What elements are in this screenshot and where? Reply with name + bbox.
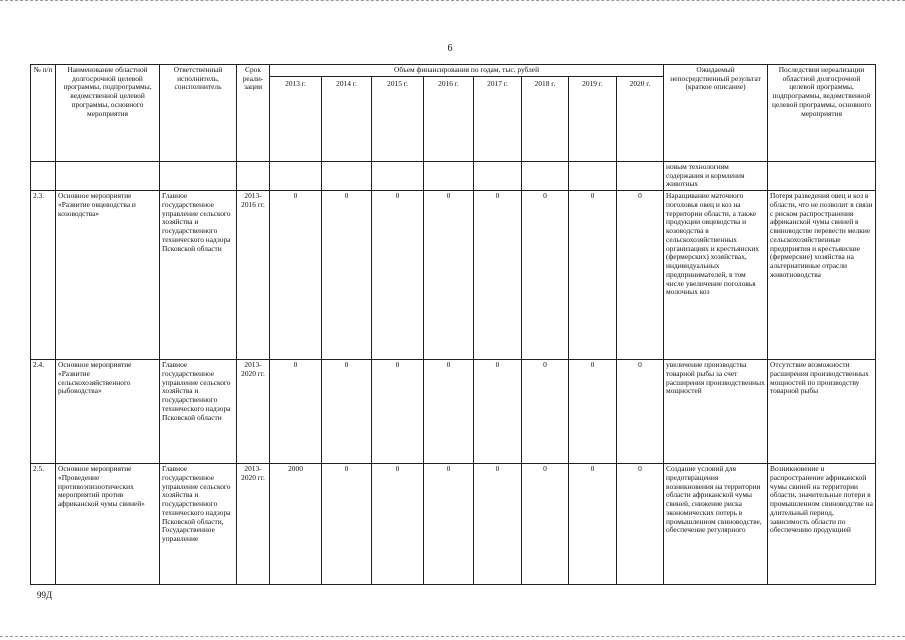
row-name: Основное мероприятие «Развитие овцеводства и козоводства» <box>56 191 160 360</box>
row-responsible: Главное государственное управление сельского хозяйства и государственного технического надзора Псковской области, Государственное управление <box>160 464 237 585</box>
header-num: № п/п <box>31 65 56 162</box>
row-value: 0 <box>474 191 522 360</box>
row-term: 2013-2020 гг. <box>237 360 270 464</box>
row-value: 2000 <box>270 464 322 585</box>
header-year: 2020 г. <box>617 77 664 162</box>
header-name: Наименование областной долгосрочной целевой программы, подпрограммы, ведомственной целевой программы, основного мероприятия <box>56 65 160 162</box>
scan-edge-bottom <box>0 634 905 637</box>
header-funding: Объем финансирования по годам, тыс. рублей <box>270 65 664 77</box>
row-value: 0 <box>617 360 664 464</box>
row-num: 2.5. <box>31 464 56 585</box>
table-row <box>31 191 876 360</box>
row-term: 2013-2016 гг. <box>237 191 270 360</box>
row-value: 0 <box>372 464 424 585</box>
row-value: 0 <box>372 360 424 464</box>
row-value: 0 <box>372 191 424 360</box>
header-result: Ожидаемый непосредственный результат (краткое описание) <box>664 65 768 162</box>
row-result: увеличение производства товарной рыбы за счет расширения производственных мощностей <box>664 360 768 464</box>
row-value: 0 <box>617 191 664 360</box>
header-consequences: Последствия нереализации областной долгосрочной целевой программы, подпрограммы, ведомственной целевой программы, основного мероприятия <box>768 65 876 162</box>
row-value: 0 <box>322 464 372 585</box>
row-value: 0 <box>522 191 569 360</box>
row-result: Наращивание маточного поголовья овец и коз на территории области, а также продукции овцеводства и козоводства в сельскохозяйственных организациях и крестьянских (фермерских) хозяйствах, индивидуальных предпринимателей, в том числе увеличение поголовья молочных коз <box>664 191 768 360</box>
header-year: 2019 г. <box>569 77 617 162</box>
row-value: 0 <box>322 191 372 360</box>
row-value: 0 <box>569 464 617 585</box>
header-row-top <box>31 65 876 77</box>
header-year: 2016 г. <box>424 77 474 162</box>
row-num: 2.4. <box>31 360 56 464</box>
row-value: 0 <box>617 464 664 585</box>
row-name: Основное мероприятие «Проведение противоэпизоотических мероприятий против африканской чумы свиней» <box>56 464 160 585</box>
header-year: 2018 г. <box>522 77 569 162</box>
table-row-continuation <box>31 162 876 191</box>
row-value: 0 <box>522 360 569 464</box>
row-result: Создание условий для предотвращения возникновения на территории области африканской чумы свиней, снижение риска экономических потерь в промышленном свиноводстве, обеспечение регулярного <box>664 464 768 585</box>
row-value: 0 <box>424 464 474 585</box>
header-responsible: Ответственный исполнитель, соисполнитель <box>160 65 237 162</box>
row-value: 0 <box>270 360 322 464</box>
row-value: 0 <box>424 360 474 464</box>
row-value: 0 <box>522 464 569 585</box>
row-value: 0 <box>424 191 474 360</box>
row-consequences: Возникновение и распространение африканской чумы свиней на территории области, значительные потери в промышленном свиноводстве на длительный период, зависимость области по обеспечению продукцией <box>768 464 876 585</box>
row-value: 0 <box>474 464 522 585</box>
row-responsible: Главное государственное управление сельского хозяйства и государственного технического надзора Псковской области <box>160 360 237 464</box>
row-consequences: Потеря разведения овец и коз в области, что не позволит в связи с риском распространения африканской чумы свиней в свиноводстве перевести мелкие сельскохозяйственные предприятия и крестьянские (фермерские) хозяйства на альтернативные отрасли животноводства <box>768 191 876 360</box>
scan-edge-top <box>0 0 905 3</box>
header-year: 2014 г. <box>322 77 372 162</box>
row-value: 0 <box>270 191 322 360</box>
header-year: 2015 г. <box>372 77 424 162</box>
row-value: 0 <box>569 360 617 464</box>
row-term: 2013-2020 гг. <box>237 464 270 585</box>
table-row <box>31 360 876 464</box>
row-value: 0 <box>569 191 617 360</box>
header-year: 2017 г. <box>474 77 522 162</box>
footer-code: 99Д <box>37 590 53 600</box>
header-year: 2013 г. <box>270 77 322 162</box>
row-value: 0 <box>322 360 372 464</box>
page-number: 6 <box>447 43 453 54</box>
continuation-result: новым технологиям содержания и кормления животных <box>664 162 768 191</box>
table-row <box>31 464 876 585</box>
program-table <box>30 64 876 585</box>
row-value: 0 <box>474 360 522 464</box>
row-name: Основное мероприятие «Развитие сельскохозяйственного рыбоводства» <box>56 360 160 464</box>
row-consequences: Отсутствие возможности расширения производственных мощностей по производству товарной рыбы <box>768 360 876 464</box>
row-responsible: Главное государственное управление сельского хозяйства и государственного технического надзора Псковской области <box>160 191 237 360</box>
header-term: Срок реали-зации <box>237 65 270 162</box>
row-num: 2.3. <box>31 191 56 360</box>
